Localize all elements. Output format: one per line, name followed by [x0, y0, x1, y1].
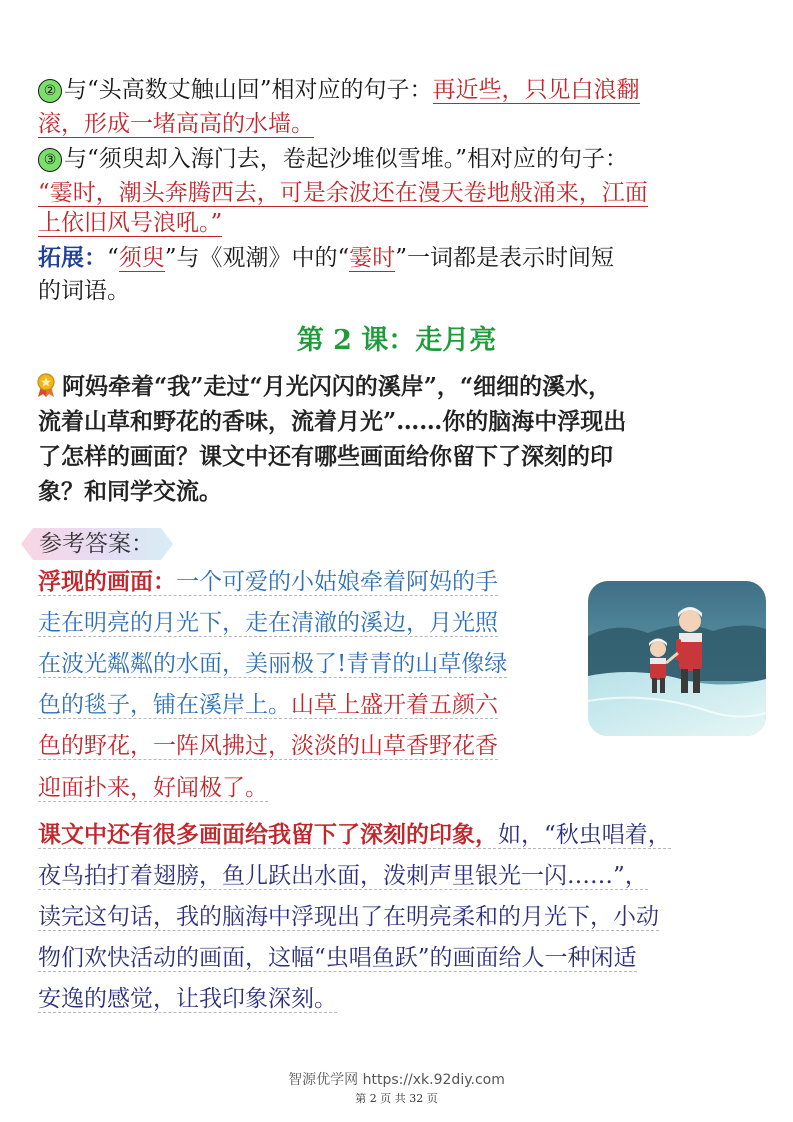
- scene-text-5: 色的野花，一阵风拂过，淡淡的山草香野花香: [38, 733, 498, 759]
- scene-label: 浮现的画面：: [38, 568, 176, 595]
- item-3-prefix: 与“须臾却入海门去，卷起沙堆似雪堆。”相对应的句子：: [64, 146, 629, 172]
- question-line-4: [38, 476, 222, 508]
- item-3-line-2: [38, 177, 648, 209]
- scene-text-1: 一个可爱的小姑娘牵着阿妈的手: [176, 569, 498, 595]
- impression-text-1: 如，“秋虫唱着，: [498, 822, 671, 848]
- impression-text-4: 物们欢快活动的画面，这幅“虫唱鱼跃”的画面给人一种闲适: [38, 945, 637, 971]
- item-2-number: ②: [38, 79, 62, 103]
- item-3-number: ③: [38, 148, 62, 172]
- item-3-answer-part-2: 上依旧风号浪吼。”: [38, 210, 223, 236]
- item-2-line-1: [38, 74, 640, 106]
- scene-line-4: [38, 689, 498, 721]
- scene-line-2: [38, 607, 498, 639]
- mother-daughter-illustration: [588, 581, 766, 736]
- lesson-title: 第 2 课：走月亮: [296, 325, 497, 356]
- impression-line-4: [38, 942, 637, 974]
- impression-line-5: [38, 983, 337, 1015]
- page-number: 第 2 页 共 32 页: [355, 1092, 438, 1105]
- item-2-line-2: [38, 108, 314, 140]
- extension-text-1: “: [107, 245, 119, 271]
- question-line-3: [38, 441, 613, 473]
- footer-site: 智源优学网 https://xk.92diy.com: [288, 1072, 505, 1088]
- extension-label: 拓展：: [38, 244, 107, 271]
- item-2-prefix: 与“头高数丈触山回”相对应的句子：: [64, 77, 433, 103]
- scene-line-6: [38, 772, 268, 804]
- extension-text-4: 的词语。: [38, 278, 130, 304]
- answer-badge: [19, 527, 175, 561]
- item-2-answer-part-1: 再近些，只见白浪翻: [432, 77, 640, 103]
- question-text-3: 了怎样的画面？课文中还有哪些画面给你留下了深刻的印: [38, 443, 613, 470]
- scene-text-6: 迎面扑来，好闻极了。: [38, 775, 268, 801]
- impression-line-3: [38, 901, 659, 933]
- impression-line-2: [38, 860, 648, 892]
- extension-line-1: [38, 242, 614, 274]
- answer-badge-label: 参考答案：: [39, 531, 154, 557]
- impression-text-2: 夜鸟拍打着翅膀，鱼儿跃出水面，泼刺声里银光一闪……”，: [38, 863, 648, 889]
- impression-text-5: 安逸的感觉，让我印象深刻。: [38, 986, 337, 1012]
- impression-text-3: 读完这句话，我的脑海中浮现出了在明亮柔和的月光下，小动: [38, 904, 659, 930]
- question-text-4: 象？和同学交流。: [38, 478, 222, 505]
- scene-text-2: 走在明亮的月光下，走在清澈的溪边，月光照: [38, 610, 498, 636]
- impression-line-1: [38, 819, 671, 851]
- scene-text-4b: 山草上盛开着五颜六: [291, 692, 498, 718]
- extension-word-xuyu: 须臾: [118, 245, 165, 271]
- scene-line-3: [38, 648, 507, 680]
- question-line-2: [38, 406, 626, 438]
- item-2-answer-part-2: 滚，形成一堵高高的水墙。: [38, 111, 314, 137]
- question-text-2: 流着山草和野花的香味，流着月光”……你的脑海中浮现出: [38, 408, 627, 435]
- item-3-line-3: [38, 207, 222, 239]
- medal-icon: [34, 372, 58, 398]
- scene-text-4a: 色的毯子，铺在溪岸上。: [38, 692, 291, 718]
- item-3-line-1: [38, 143, 628, 175]
- extension-word-shashi: 霎时: [349, 245, 396, 271]
- question-text-1: 阿妈牵着“我”走过“月光闪闪的溪岸”，“细细的溪水，: [62, 373, 612, 400]
- extension-line-2: [38, 275, 130, 307]
- item-3-answer-part-1: “霎时，潮头奔腾西去，可是余波还在漫天卷地般涌来，江面: [38, 180, 648, 206]
- extension-text-3: ”一词都是表示时间短: [395, 245, 615, 271]
- scene-text-3: 在波光粼粼的水面，美丽极了!青青的山草像绿: [38, 651, 508, 677]
- question-line-1: [34, 371, 611, 403]
- scene-line-5: [38, 730, 498, 762]
- scene-line-1: [38, 566, 498, 598]
- impression-label: 课文中还有很多画面给我留下了深刻的印象，: [38, 821, 498, 848]
- extension-text-2: ”与《观潮》中的“: [164, 245, 350, 271]
